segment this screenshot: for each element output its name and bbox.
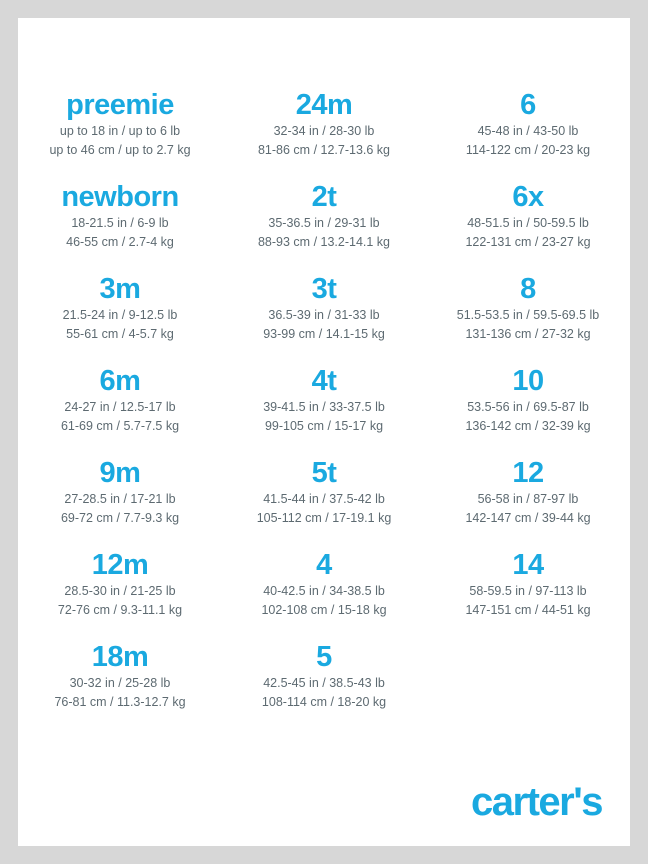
- size-entry: [222, 180, 426, 272]
- size-entry: [222, 272, 426, 364]
- size-label: 4: [316, 549, 332, 581]
- size-label: 6: [520, 89, 536, 121]
- size-label: 10: [512, 365, 544, 397]
- size-entry: [18, 364, 222, 456]
- size-column-2: [222, 88, 426, 732]
- size-measurement-metric: 114-122 cm / 20-23 kg: [465, 143, 591, 157]
- size-entry: [222, 364, 426, 456]
- size-measurement-metric: 72-76 cm / 9.3-11.1 kg: [57, 603, 183, 617]
- size-column-3: [426, 88, 630, 732]
- size-label: 3t: [311, 273, 337, 305]
- size-measurement-metric: 147-151 cm / 44-51 kg: [465, 603, 591, 617]
- size-entry: [18, 272, 222, 364]
- size-measurement-imperial: 30-32 in / 25-28 lb: [69, 676, 171, 690]
- size-measurement-metric: 99-105 cm / 15-17 kg: [264, 419, 384, 433]
- size-entry: [426, 548, 630, 640]
- size-label: 14: [512, 549, 544, 581]
- size-measurement-metric: 108-114 cm / 18-20 kg: [261, 695, 387, 709]
- size-entry: [426, 364, 630, 456]
- size-measurement-metric: 76-81 cm / 11.3-12.7 kg: [54, 695, 186, 709]
- brand-logo: carter's: [471, 780, 602, 824]
- size-measurement-imperial: 39-41.5 in / 33-37.5 lb: [263, 400, 385, 414]
- size-chart-grid: [18, 88, 630, 732]
- size-measurement-imperial: 42.5-45 in / 38.5-43 lb: [263, 676, 385, 690]
- size-measurement-metric: 105-112 cm / 17-19.1 kg: [256, 511, 392, 525]
- size-measurement-metric: 93-99 cm / 14.1-15 kg: [263, 327, 385, 341]
- size-label: newborn: [61, 181, 179, 213]
- size-measurement-metric: 61-69 cm / 5.7-7.5 kg: [60, 419, 180, 433]
- size-label: 12m: [91, 549, 149, 581]
- size-measurement-imperial: up to 18 in / up to 6 lb: [59, 124, 181, 138]
- size-column-1: [18, 88, 222, 732]
- size-label: 6m: [99, 365, 141, 397]
- size-measurement-imperial: 48-51.5 in / 50-59.5 lb: [467, 216, 589, 230]
- size-measurement-imperial: 51.5-53.5 in / 59.5-69.5 lb: [456, 308, 600, 322]
- size-label: 4t: [311, 365, 337, 397]
- size-label: 9m: [99, 457, 141, 489]
- size-measurement-imperial: 24-27 in / 12.5-17 lb: [64, 400, 176, 414]
- size-measurement-metric: 88-93 cm / 13.2-14.1 kg: [257, 235, 391, 249]
- size-entry: [18, 180, 222, 272]
- size-entry: [426, 456, 630, 548]
- size-label: 8: [520, 273, 536, 305]
- size-measurement-metric: up to 46 cm / up to 2.7 kg: [49, 143, 191, 157]
- size-measurement-metric: 55-61 cm / 4-5.7 kg: [66, 327, 174, 341]
- size-label: 3m: [99, 273, 141, 305]
- size-measurement-imperial: 53.5-56 in / 69.5-87 lb: [467, 400, 589, 414]
- size-entry: [18, 88, 222, 180]
- size-measurement-metric: 69-72 cm / 7.7-9.3 kg: [60, 511, 180, 525]
- size-measurement-imperial: 27-28.5 in / 17-21 lb: [64, 492, 176, 506]
- size-entry: [222, 548, 426, 640]
- size-label: 6x: [512, 181, 544, 213]
- size-measurement-imperial: 45-48 in / 43-50 lb: [477, 124, 579, 138]
- size-measurement-metric: 122-131 cm / 23-27 kg: [465, 235, 591, 249]
- size-measurement-metric: 136-142 cm / 32-39 kg: [465, 419, 591, 433]
- size-entry: [18, 456, 222, 548]
- size-measurement-imperial: 36.5-39 in / 31-33 lb: [268, 308, 380, 322]
- size-measurement-imperial: 18-21.5 in / 6-9 lb: [71, 216, 169, 230]
- size-measurement-imperial: 28.5-30 in / 21-25 lb: [64, 584, 176, 598]
- size-entry: [18, 548, 222, 640]
- size-measurement-metric: 102-108 cm / 15-18 kg: [261, 603, 387, 617]
- size-measurement-metric: 131-136 cm / 27-32 kg: [465, 327, 591, 341]
- size-measurement-metric: 46-55 cm / 2.7-4 kg: [66, 235, 174, 249]
- size-entry: [426, 272, 630, 364]
- size-measurement-metric: 142-147 cm / 39-44 kg: [465, 511, 591, 525]
- size-chart-page: [18, 18, 630, 846]
- size-entry: [426, 88, 630, 180]
- size-measurement-imperial: 40-42.5 in / 34-38.5 lb: [263, 584, 385, 598]
- size-label: 12: [512, 457, 544, 489]
- size-measurement-imperial: 21.5-24 in / 9-12.5 lb: [62, 308, 178, 322]
- size-entry: [18, 640, 222, 732]
- size-label: 5t: [311, 457, 337, 489]
- size-label: 2t: [311, 181, 337, 213]
- size-measurement-imperial: 32-34 in / 28-30 lb: [273, 124, 375, 138]
- size-entry: [426, 180, 630, 272]
- size-entry: [222, 640, 426, 732]
- size-entry: [222, 88, 426, 180]
- size-measurement-imperial: 41.5-44 in / 37.5-42 lb: [263, 492, 385, 506]
- size-label: 18m: [91, 641, 149, 673]
- size-entry: [222, 456, 426, 548]
- size-label: preemie: [66, 89, 174, 121]
- size-measurement-imperial: 35-36.5 in / 29-31 lb: [268, 216, 380, 230]
- size-measurement-imperial: 58-59.5 in / 97-113 lb: [469, 584, 587, 598]
- size-measurement-imperial: 56-58 in / 87-97 lb: [477, 492, 579, 506]
- size-label: 24m: [295, 89, 353, 121]
- size-label: 5: [316, 641, 332, 673]
- size-measurement-metric: 81-86 cm / 12.7-13.6 kg: [257, 143, 391, 157]
